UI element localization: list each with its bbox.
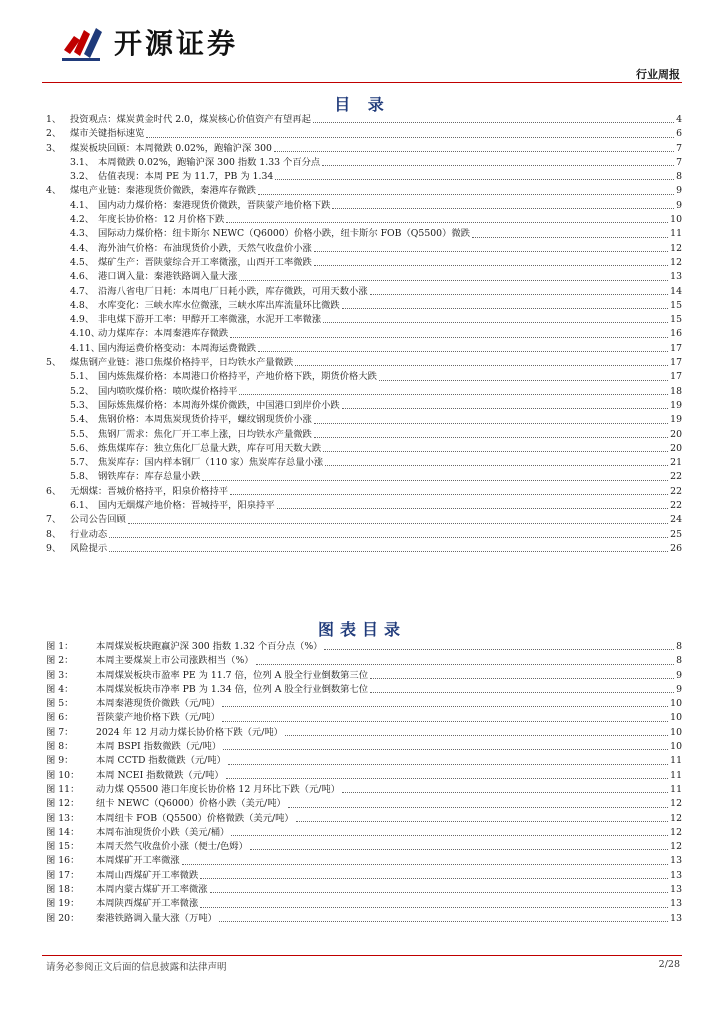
figure-toc-entry[interactable]	[46, 640, 682, 654]
dot-leader	[182, 864, 668, 865]
entry-title: 国内海运费价格变动：本周海运费微跌	[98, 342, 257, 354]
entry-number: 4.8、	[70, 299, 95, 311]
entry-number: 4.11、	[70, 342, 100, 354]
dot-leader	[314, 251, 668, 252]
entry-title: 本周内蒙古煤矿开工率微涨	[96, 884, 208, 896]
entry-title: 水库变化：三峡水库水位微涨，三峡水库出库流量环比微跌	[98, 299, 340, 311]
dot-leader	[223, 749, 668, 750]
toc-entry[interactable]	[46, 542, 682, 556]
toc-entry[interactable]	[46, 285, 682, 299]
entry-title: 秦港铁路调入量大涨（万吨）	[96, 912, 217, 924]
entry-title: 煤炭板块回顾：本周微跌 0.02%，跑输沪深 300	[70, 142, 272, 154]
entry-title: 本周秦港现货价微跌（元/吨）	[96, 698, 220, 710]
entry-number: 图 7：	[46, 726, 74, 738]
entry-title: 2024 年 12 月动力煤长协价格下跌（元/吨）	[96, 726, 283, 738]
toc-entry[interactable]	[46, 470, 682, 484]
report-type-label: 行业周报	[636, 68, 680, 81]
entry-title: 本周 CCTD 指数微跌（元/吨）	[96, 755, 226, 767]
entry-page-number: 16	[670, 328, 682, 340]
entry-title: 煤市关键指标速览	[70, 128, 145, 140]
dot-leader	[277, 508, 669, 509]
entry-page-number: 9	[676, 669, 682, 681]
dot-leader	[288, 807, 668, 808]
entry-title: 晋陕蒙产地价格下跌（元/吨）	[96, 712, 220, 724]
entry-number: 图 14：	[46, 826, 80, 838]
entry-title: 焦钢厂需求：焦化厂开工率上涨，日均铁水产量微跌	[98, 428, 312, 440]
toc-entry[interactable]	[46, 270, 682, 284]
entry-number: 4、	[46, 185, 62, 197]
entry-number: 4.5、	[70, 256, 95, 268]
figure-toc-entry[interactable]	[46, 840, 682, 854]
entry-number: 5.7、	[70, 457, 95, 469]
entry-number: 图 13：	[46, 812, 80, 824]
dot-leader	[239, 280, 668, 281]
entry-number: 5、	[46, 357, 62, 369]
dot-leader	[274, 151, 674, 152]
figure-toc-entry[interactable]	[46, 797, 682, 811]
entry-title: 本周煤炭板块市净率 PB 为 1.34 倍，位列 A 股全行业倒数第七位	[96, 683, 369, 695]
entry-number: 图 8：	[46, 741, 74, 753]
entry-page-number: 22	[670, 500, 682, 512]
entry-number: 2、	[46, 128, 62, 140]
dot-leader	[146, 137, 674, 138]
toc-entry[interactable]	[46, 385, 682, 399]
toc-entry[interactable]	[46, 370, 682, 384]
figure-toc-entry[interactable]	[46, 812, 682, 826]
entry-page-number: 10	[670, 214, 682, 226]
toc-entry[interactable]	[46, 499, 682, 513]
dot-leader	[128, 523, 668, 524]
entry-title: 海外油气价格：布油现货价小跌，天然气收盘价小涨	[98, 242, 312, 254]
entry-page-number: 13	[670, 884, 682, 896]
entry-page-number: 9	[676, 683, 682, 695]
entry-title: 动力煤 Q5500 港口年度长协价格 12 月环比下跌（元/吨）	[96, 783, 341, 795]
logo-mark-icon	[60, 22, 104, 62]
toc-entry[interactable]	[46, 113, 682, 127]
figure-toc-entry[interactable]	[46, 769, 682, 783]
figure-toc-entry[interactable]	[46, 869, 682, 883]
toc-entry[interactable]	[46, 513, 682, 527]
entry-number: 3.2、	[70, 171, 95, 183]
entry-title: 国际动力煤价格：纽卡斯尔 NEWC（Q6000）价格小跌，纽卡斯尔 FOB（Q5500）微跌	[98, 228, 470, 240]
entry-page-number: 26	[670, 542, 682, 554]
entry-page-number: 24	[670, 514, 682, 526]
entry-page-number: 14	[670, 285, 682, 297]
entry-page-number: 20	[670, 442, 682, 454]
entry-title: 本周布油现货价小跌（美元/桶）	[96, 826, 230, 838]
dot-leader	[370, 692, 674, 693]
entry-number: 4.9、	[70, 314, 95, 326]
figure-toc-entry[interactable]	[46, 897, 682, 911]
logo	[60, 22, 238, 62]
entry-title: 本周陕西煤矿开工率微涨	[96, 898, 199, 910]
entry-title: 动力煤库存：本周秦港库存微跌	[98, 328, 229, 340]
entry-page-number: 17	[670, 342, 682, 354]
toc-entry[interactable]	[46, 242, 682, 256]
entry-number: 4.6、	[70, 271, 95, 283]
entry-page-number: 9	[676, 185, 682, 197]
dot-leader	[322, 165, 674, 166]
toc-entry[interactable]	[46, 327, 682, 341]
dot-leader	[219, 921, 668, 922]
dot-leader	[323, 451, 668, 452]
entry-number: 图 3：	[46, 669, 74, 681]
logo-text: 开源证券	[114, 27, 239, 60]
entry-number: 5.2、	[70, 385, 95, 397]
toc-entry[interactable]	[46, 456, 682, 470]
dot-leader	[314, 437, 668, 438]
entry-number: 5.8、	[70, 471, 95, 483]
footer-divider	[42, 955, 682, 956]
entry-page-number: 21	[670, 457, 682, 469]
entry-title: 无烟煤：晋城价格持平，阳泉价格持平	[70, 485, 229, 497]
entry-title: 估值表现：本周 PE 为 11.7，PB 为 1.34	[98, 171, 274, 183]
dot-leader	[228, 764, 668, 765]
figure-toc-entry[interactable]	[46, 697, 682, 711]
entry-page-number: 7	[676, 156, 682, 168]
entry-number: 图 19：	[46, 898, 80, 910]
entry-title: 钢铁库存：库存总量小跌	[98, 471, 201, 483]
entry-title: 焦钢价格：本周焦炭现货价持平，螺纹钢现货价小涨	[98, 414, 312, 426]
entry-number: 图 12：	[46, 798, 80, 810]
figure-toc-entry[interactable]	[46, 711, 682, 725]
entry-page-number: 9	[676, 199, 682, 211]
entry-number: 6、	[46, 485, 62, 497]
entry-page-number: 4	[676, 114, 682, 125]
toc-entry[interactable]	[46, 399, 682, 413]
entry-number: 图 10：	[46, 769, 80, 781]
entry-title: 本周 NCEI 指数微跌（元/吨）	[96, 769, 224, 781]
entry-title: 国内动力煤价格：秦港现货价微跌，晋陕蒙产地价格下跌	[98, 199, 331, 211]
entry-title: 煤焦钢产业链：港口焦煤价格持平，日均铁水产量微跌	[70, 357, 294, 369]
entry-number: 图 15：	[46, 841, 80, 853]
figure-toc-entry[interactable]	[46, 740, 682, 754]
toc-entry[interactable]	[46, 184, 682, 198]
entry-title: 本周 BSPI 指数微跌（元/吨）	[96, 741, 222, 753]
dot-leader	[314, 265, 668, 266]
figure-toc-entry[interactable]	[46, 854, 682, 868]
entry-title: 投资观点：煤炭黄金时代 2.0，煤炭核心价值资产有望再起	[70, 114, 311, 125]
toc-entry[interactable]	[46, 342, 682, 356]
entry-number: 图 4：	[46, 683, 74, 695]
dot-leader	[275, 179, 674, 180]
entry-title: 沿海八省电厂日耗：本周电厂日耗小跌，库存微跌，可用天数小涨	[98, 285, 368, 297]
entry-number: 4.2、	[70, 214, 95, 226]
figure-toc-entry[interactable]	[46, 883, 682, 897]
entry-page-number: 10	[670, 712, 682, 724]
figure-toc-list	[46, 640, 682, 926]
entry-page-number: 19	[670, 399, 682, 411]
entry-title: 国际炼焦煤价格：本周海外煤价微跌，中国港口到岸价小跌	[98, 399, 340, 411]
figure-toc-entry[interactable]	[46, 683, 682, 697]
dot-leader	[295, 365, 668, 366]
figure-toc-title: 图表目录	[317, 620, 406, 639]
entry-title: 公司公告回顾	[70, 514, 126, 526]
entry-page-number: 12	[670, 812, 682, 824]
dot-leader	[342, 308, 668, 309]
entry-page-number: 11	[670, 769, 682, 781]
entry-page-number: 17	[670, 357, 682, 369]
entry-number: 3.1、	[70, 156, 95, 168]
entry-number: 图 6：	[46, 712, 74, 724]
entry-number: 图 1：	[46, 641, 74, 652]
toc-entry[interactable]	[46, 199, 682, 213]
footer-disclaimer: 请务必参阅正文后面的信息披露和法律声明	[46, 962, 227, 973]
dot-leader	[342, 792, 668, 793]
entry-number: 图 11：	[46, 783, 80, 795]
entry-title: 本周微跌 0.02%，跑输沪深 300 指数 1.33 个百分点	[98, 156, 321, 168]
entry-page-number: 13	[670, 271, 682, 283]
entry-number: 图 9：	[46, 755, 74, 767]
dot-leader	[314, 423, 668, 424]
dot-leader	[370, 678, 674, 679]
entry-title: 炼焦煤库存：独立焦化厂总量大跌，库存可用天数大跌	[98, 442, 322, 454]
figure-toc-entry[interactable]	[46, 654, 682, 668]
entry-page-number: 7	[676, 142, 682, 154]
figure-toc-entry[interactable]	[46, 669, 682, 683]
entry-number: 5.1、	[70, 371, 95, 383]
entry-title: 纽卡 NEWC（Q6000）价格小跌（美元/吨）	[96, 798, 286, 810]
entry-title: 国内喷吹煤价格：喷吹煤价格持平	[98, 385, 238, 397]
dot-leader	[200, 907, 668, 908]
entry-number: 图 18：	[46, 884, 80, 896]
entry-number: 图 17：	[46, 869, 80, 881]
toc-entry[interactable]	[46, 256, 682, 270]
dot-leader	[332, 208, 674, 209]
entry-page-number: 12	[670, 256, 682, 268]
entry-page-number: 22	[670, 471, 682, 483]
entry-title: 国内无烟煤产地价格：晋城持平，阳泉持平	[98, 500, 275, 512]
entry-title: 本周纽卡 FOB（Q5500）价格微跌（美元/吨）	[96, 812, 294, 824]
figure-toc-entry[interactable]	[46, 726, 682, 740]
entry-title: 行业动态	[70, 528, 108, 540]
entry-title: 本周天然气收盘价小涨（便士/色姆）	[96, 841, 248, 853]
entry-page-number: 10	[670, 698, 682, 710]
page-header	[0, 0, 724, 84]
entry-page-number: 17	[670, 371, 682, 383]
figure-toc-entry[interactable]	[46, 754, 682, 768]
entry-title: 本周煤炭板块市盈率 PE 为 11.7 倍，位列 A 股全行业倒数第三位	[96, 669, 369, 681]
dot-leader	[222, 706, 668, 707]
entry-number: 9、	[46, 542, 62, 554]
dot-leader	[222, 721, 668, 722]
dot-leader	[226, 778, 668, 779]
toc-entry[interactable]	[46, 227, 682, 241]
dot-leader	[370, 294, 669, 295]
dot-leader	[342, 408, 668, 409]
entry-page-number: 11	[670, 783, 682, 795]
entry-page-number: 13	[670, 855, 682, 867]
entry-page-number: 19	[670, 414, 682, 426]
dot-leader	[230, 494, 668, 495]
entry-number: 1、	[46, 114, 62, 125]
dot-leader	[239, 394, 668, 395]
toc-entry[interactable]	[46, 528, 682, 542]
entry-title: 煤电产业链：秦港现货价微跌，秦港库存微跌	[70, 185, 256, 197]
figure-toc-entry[interactable]	[46, 912, 682, 926]
toc-entry[interactable]	[46, 442, 682, 456]
toc-entry[interactable]	[46, 313, 682, 327]
toc-title: 目 录	[334, 95, 390, 114]
entry-number: 图 5：	[46, 698, 74, 710]
dot-leader	[226, 222, 668, 223]
entry-page-number: 12	[670, 242, 682, 254]
entry-number: 4.7、	[70, 285, 95, 297]
entry-page-number: 12	[670, 841, 682, 853]
toc-entry[interactable]	[46, 428, 682, 442]
entry-page-number: 10	[670, 741, 682, 753]
entry-page-number: 10	[670, 726, 682, 738]
toc-entry[interactable]	[46, 485, 682, 499]
toc-entry[interactable]	[46, 127, 682, 141]
entry-title: 港口调入量：秦港铁路调入量大涨	[98, 271, 238, 283]
entry-title: 煤矿生产：晋陕蒙综合开工率微涨，山西开工率微跌	[98, 256, 312, 268]
dot-leader	[250, 849, 668, 850]
entry-page-number: 6	[676, 128, 682, 140]
entry-page-number: 13	[670, 898, 682, 910]
entry-number: 4.4、	[70, 242, 95, 254]
entry-number: 4.1、	[70, 199, 95, 211]
dot-leader	[325, 465, 668, 466]
entry-number: 4.3、	[70, 228, 95, 240]
entry-title: 风险提示	[70, 542, 108, 554]
entry-page-number: 13	[670, 869, 682, 881]
dot-leader	[323, 322, 668, 323]
toc-list	[46, 113, 682, 556]
entry-title: 本周山西煤矿开工率微跌	[96, 869, 199, 881]
entry-page-number: 20	[670, 428, 682, 440]
entry-number: 5.3、	[70, 399, 95, 411]
dot-leader	[109, 551, 668, 552]
toc-entry[interactable]	[46, 213, 682, 227]
entry-title: 年度长协价格：12 月价格下跌	[98, 214, 225, 226]
toc-entry[interactable]	[46, 299, 682, 313]
dot-leader	[258, 351, 668, 352]
dot-leader	[200, 878, 668, 879]
dot-leader	[202, 480, 668, 481]
toc-entry[interactable]	[46, 170, 682, 184]
entry-number: 6.1、	[70, 500, 95, 512]
toc-entry[interactable]	[46, 413, 682, 427]
dot-leader	[313, 122, 674, 123]
toc-entry[interactable]	[46, 356, 682, 370]
footer-page-number: 2/28	[658, 959, 680, 970]
entry-number: 3、	[46, 142, 62, 154]
entry-page-number: 11	[670, 755, 682, 767]
entry-page-number: 15	[670, 314, 682, 326]
entry-page-number: 13	[670, 912, 682, 924]
entry-page-number: 12	[670, 798, 682, 810]
dot-leader	[379, 380, 668, 381]
dot-leader	[324, 649, 674, 650]
figure-toc-entry[interactable]	[46, 783, 682, 797]
entry-title: 焦炭库存：国内样本钢厂（110 家）焦炭库存总量小涨	[98, 457, 324, 469]
toc-entry[interactable]	[46, 142, 682, 156]
entry-number: 5.4、	[70, 414, 95, 426]
entry-title: 非电煤下游开工率：甲醇开工率微涨，水泥开工率微涨	[98, 314, 322, 326]
entry-title: 本周主要煤炭上市公司涨跌相当（%）	[96, 655, 254, 667]
entry-title: 国内炼焦煤价格：本周港口价格持平，产地价格下跌，期货价格大跌	[98, 371, 377, 383]
figure-toc-entry[interactable]	[46, 826, 682, 840]
entry-page-number: 22	[670, 485, 682, 497]
dot-leader	[258, 194, 674, 195]
entry-number: 5.5、	[70, 428, 95, 440]
entry-page-number: 25	[670, 528, 682, 540]
entry-number: 5.6、	[70, 442, 95, 454]
entry-number: 7、	[46, 514, 62, 526]
dot-leader	[296, 821, 668, 822]
entry-number: 图 20：	[46, 912, 80, 924]
dot-leader	[230, 337, 668, 338]
entry-title: 本周煤炭板块跑赢沪深 300 指数 1.32 个百分点（%）	[96, 641, 323, 652]
entry-page-number: 15	[670, 299, 682, 311]
entry-number: 8、	[46, 528, 62, 540]
entry-page-number: 12	[670, 826, 682, 838]
dot-leader	[231, 835, 668, 836]
entry-page-number: 11	[670, 228, 682, 240]
entry-number: 4.10、	[70, 328, 100, 340]
entry-page-number: 8	[676, 655, 682, 667]
entry-title: 本周煤矿开工率微涨	[96, 855, 180, 867]
entry-page-number: 8	[676, 641, 682, 652]
entry-number: 图 16：	[46, 855, 80, 867]
dot-leader	[210, 892, 669, 893]
dot-leader	[109, 537, 668, 538]
dot-leader	[285, 735, 668, 736]
entry-number: 图 2：	[46, 655, 74, 667]
entry-page-number: 18	[670, 385, 682, 397]
toc-entry[interactable]	[46, 156, 682, 170]
entry-page-number: 8	[676, 171, 682, 183]
dot-leader	[256, 664, 674, 665]
dot-leader	[472, 237, 668, 238]
header-divider	[42, 82, 682, 83]
